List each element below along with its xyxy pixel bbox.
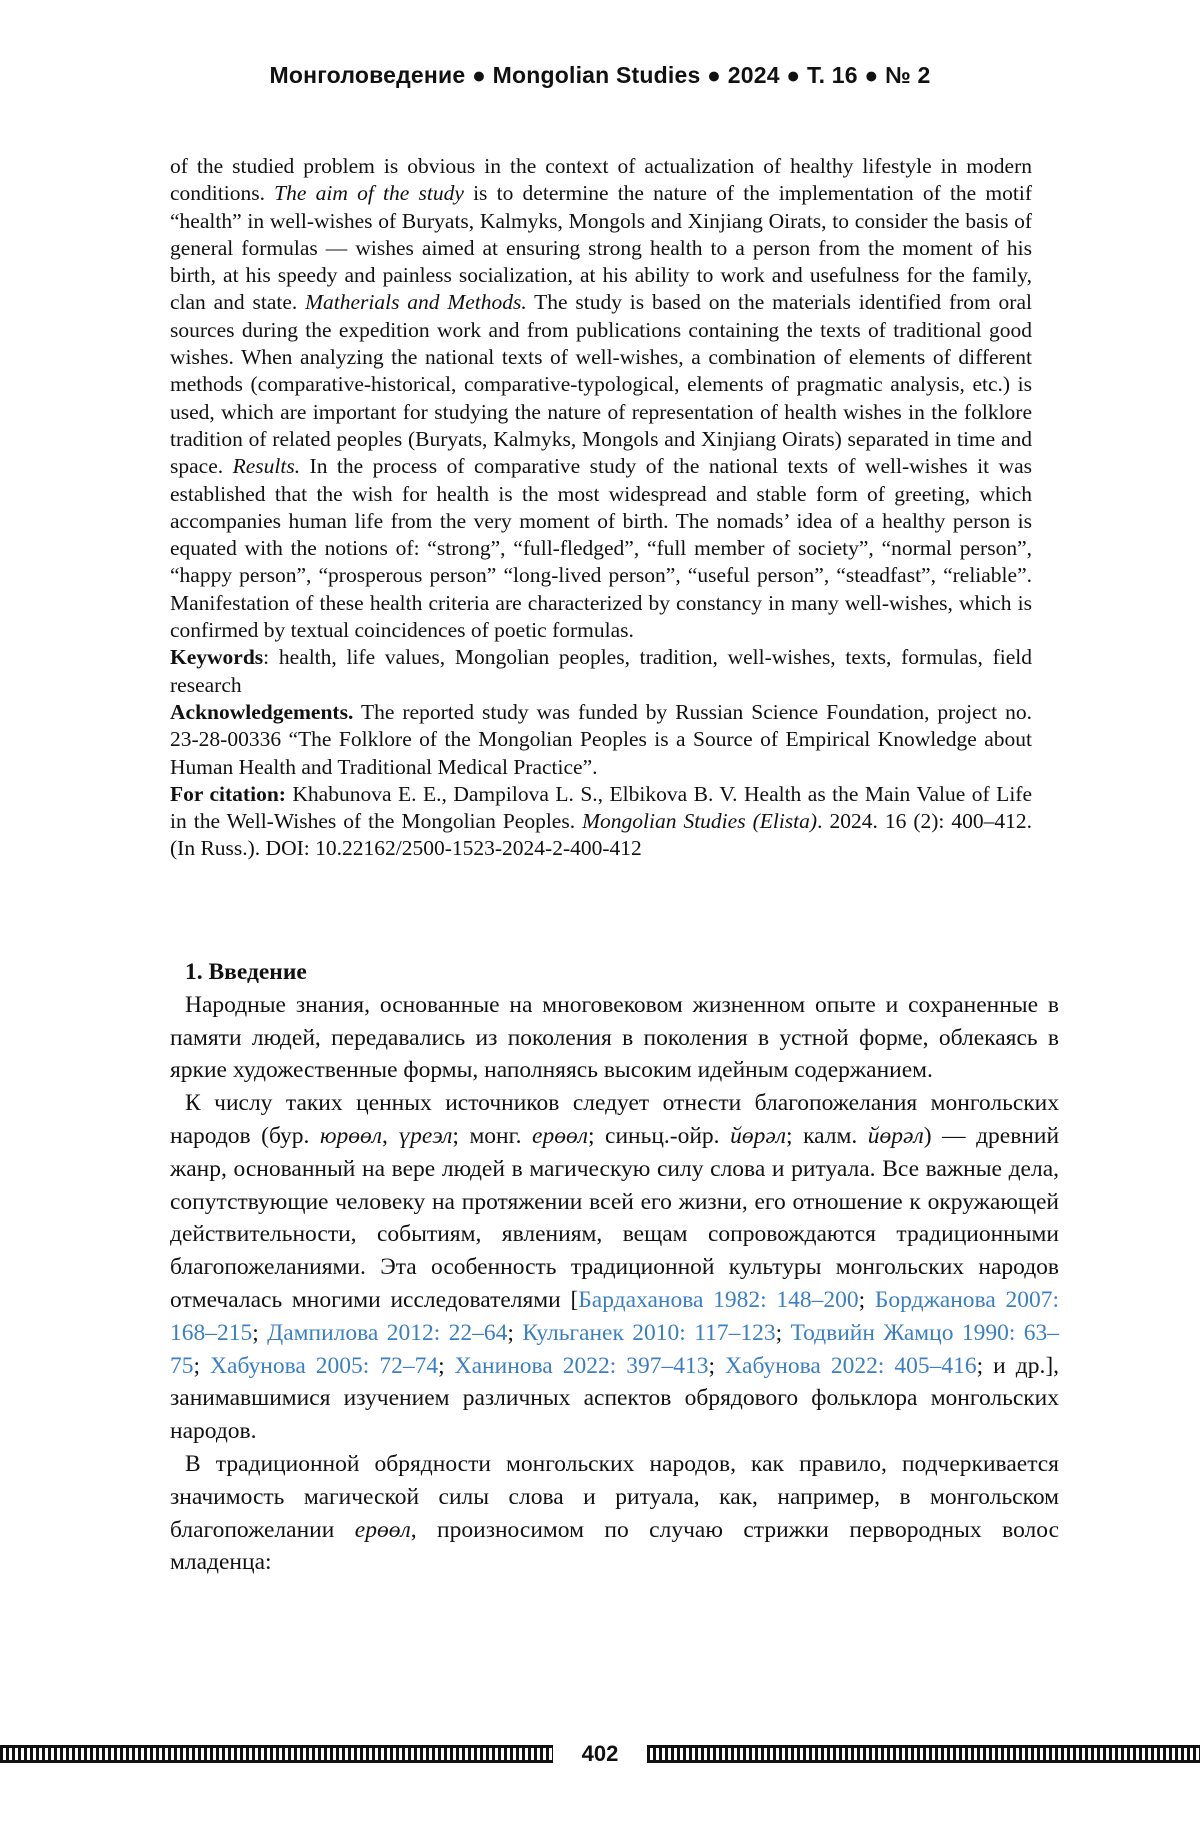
acknowledgements-text: The reported study was funded by Russian Science Foundation, project no. 23-28-00336 “The Folklore of the Mongolian Peoples is a Source of Empirical Knowledge about Human Health and Traditional Medical Practice”.	[170, 699, 1032, 779]
citation-label: For citation:	[170, 781, 286, 806]
citation-text: Khabunova E. E., Dampilova L. S., Elbikova B. V. Health as the Main Value of Life in the Well-Wishes of the Mongolian Peoples.	[170, 781, 1032, 834]
citation-journal: Mongolian Studies (Elista)	[582, 809, 818, 834]
body-paragraph	[170, 1087, 1059, 1448]
reference-link[interactable]: Хабунова 2022: 405–416	[725, 1352, 977, 1379]
reference-link[interactable]: Бардаханова 1982: 148–200	[578, 1286, 859, 1313]
term: үреэл	[398, 1122, 453, 1149]
body-text: К числу таких ценных источников следует отнести благопожелания монгольских народов (бур.	[170, 1090, 1059, 1149]
methods-label: Matherials and Methods.	[305, 290, 527, 315]
body-text: ; монг.	[452, 1122, 533, 1149]
keywords	[170, 644, 1032, 699]
body-text: ;	[193, 1352, 211, 1379]
body-paragraph: Народные знания, основанные на многовековом жизненном опыте и сохраненные в памяти людей, передавались из поколения в поколения в устной форме, облекаясь в яркие художественные формы, наполняясь высоким идейным содержанием.	[170, 991, 1059, 1084]
reference-link[interactable]: Кульганек 2010: 117–123	[522, 1319, 776, 1346]
citation-text: . 2024. 16 (2): 400–412. (In Russ.). DOI: 10.22162/2500-1523-2024-2-400-412	[170, 809, 1033, 861]
body-text: ; и др.], занимавшимися изучением различных аспектов обрядового фольклора монгольских народов.	[170, 1352, 1060, 1445]
body-text: ;	[438, 1352, 455, 1379]
acknowledgements-label: Acknowledgements.	[170, 699, 354, 724]
aim-label: The aim of the study	[274, 181, 464, 206]
reference-link[interactable]: Тодвийн Жамцо 1990: 63–75	[170, 1319, 1060, 1379]
abstract-text: of the studied problem is obvious in the context of actualization of healthy lifestyle in modern conditions.	[170, 154, 1032, 206]
body-text: ; калм.	[786, 1122, 868, 1149]
term: ерөөл	[532, 1122, 588, 1149]
body-text: ;	[507, 1319, 523, 1346]
results-label: Results.	[232, 454, 301, 479]
running-header: Монголоведение ● Mongolian Studies ● 2024 ● Т. 16 ● № 2	[269, 62, 931, 88]
acknowledgements	[170, 699, 1032, 781]
reference-link[interactable]: Ханинова 2022: 397–413	[454, 1352, 709, 1379]
reference-link[interactable]: Борджанова 2007: 168–215	[170, 1286, 1060, 1346]
keywords-text: : health, life values, Mongolian peoples, tradition, well-wishes, texts, formulas, field research	[170, 645, 1032, 697]
abstract-block	[170, 153, 1032, 863]
body-text: ;	[858, 1286, 875, 1313]
abstract-paragraph	[170, 153, 1032, 644]
reference-link[interactable]: Хабунова 2005: 72–74	[210, 1352, 439, 1379]
body-text: ; синьц.-ойр.	[587, 1122, 731, 1149]
body-text: ) — древний жанр, основанный на вере людей в магическую силу слова и ритуала. Все важные дела, сопутствующие человеку на протяжении всей его жизни, его отношение к окружающей действительности, событиям, явлениям, вещам сопровождаются традиционными благопожеланиями. Эта особенность традиционной культуры монгольских народов отмечалась многими исследователями [	[170, 1122, 1060, 1313]
body-text: ;	[252, 1319, 268, 1346]
introduction-section	[170, 956, 1059, 1579]
term: йөрәл	[730, 1122, 787, 1149]
keywords-label: Keywords	[170, 645, 264, 670]
abstract-text: is to determine the nature of the implementation of the motif “health” in well-wishes of Buryats, Kalmyks, Mongols and Xinjiang Oirats, to consider the basis of general formulas — wishes aimed at ensuring strong health to a person from the moment of his birth, at his speedy and painless socialization, at his ability to work and usefulness for the family, clan and state.	[170, 181, 1032, 315]
body-text: ;	[708, 1352, 726, 1379]
body-text: , произносимом по случаю стрижки первородных волос младенца:	[170, 1516, 1059, 1576]
section-heading: 1. Введение	[185, 959, 307, 985]
ornamental-border-right	[647, 1745, 1200, 1763]
body-paragraph	[170, 1448, 1059, 1579]
term: йөрәл	[867, 1122, 924, 1149]
term: ерөөл	[354, 1516, 411, 1543]
term: юрөөл	[319, 1122, 383, 1149]
body-text: В традиционной обрядности монгольских народов, как правило, подчеркивается значимость магической силы слова и ритуала, как, например, в монгольском благопожелании	[170, 1450, 1059, 1543]
page-footer	[0, 1742, 1200, 1766]
citation	[170, 781, 1032, 863]
ornamental-border-left	[0, 1745, 553, 1763]
body-text: ,	[382, 1122, 399, 1149]
reference-link[interactable]: Дампилова 2012: 22–64	[267, 1319, 508, 1346]
abstract-text: In the process of comparative study of the national texts of well-wishes it was established that the wish for health is the most widespread and stable form of greeting, which accompanies human life from the very moment of birth. The nomads’ idea of a healthy person is equated with the notions of: “strong”, “full-fledged”, “full member of society”, “normal person”, “happy person”, “prosperous person” “long-lived person”, “useful person”, “steadfast”, “reliable”. Manifestation of these health criteria are characterized by constancy in many well-wishes, which is confirmed by textual coincidences of poetic formulas.	[170, 454, 1032, 643]
page-number: 402	[581, 1741, 619, 1766]
body-text: ;	[775, 1319, 791, 1346]
abstract-text: The study is based on the materials identified from oral sources during the expedition work and from publications containing the texts of traditional good wishes. When analyzing the national texts of well-wishes, a combination of elements of different methods (comparative-historical, comparative-typological, elements of pragmatic analysis, etc.) is used, which are important for studying the nature of representation of health wishes in the folklore tradition of related peoples (Buryats, Kalmyks, Mongols and Xinjiang Oirats) separated in time and space.	[170, 290, 1032, 479]
